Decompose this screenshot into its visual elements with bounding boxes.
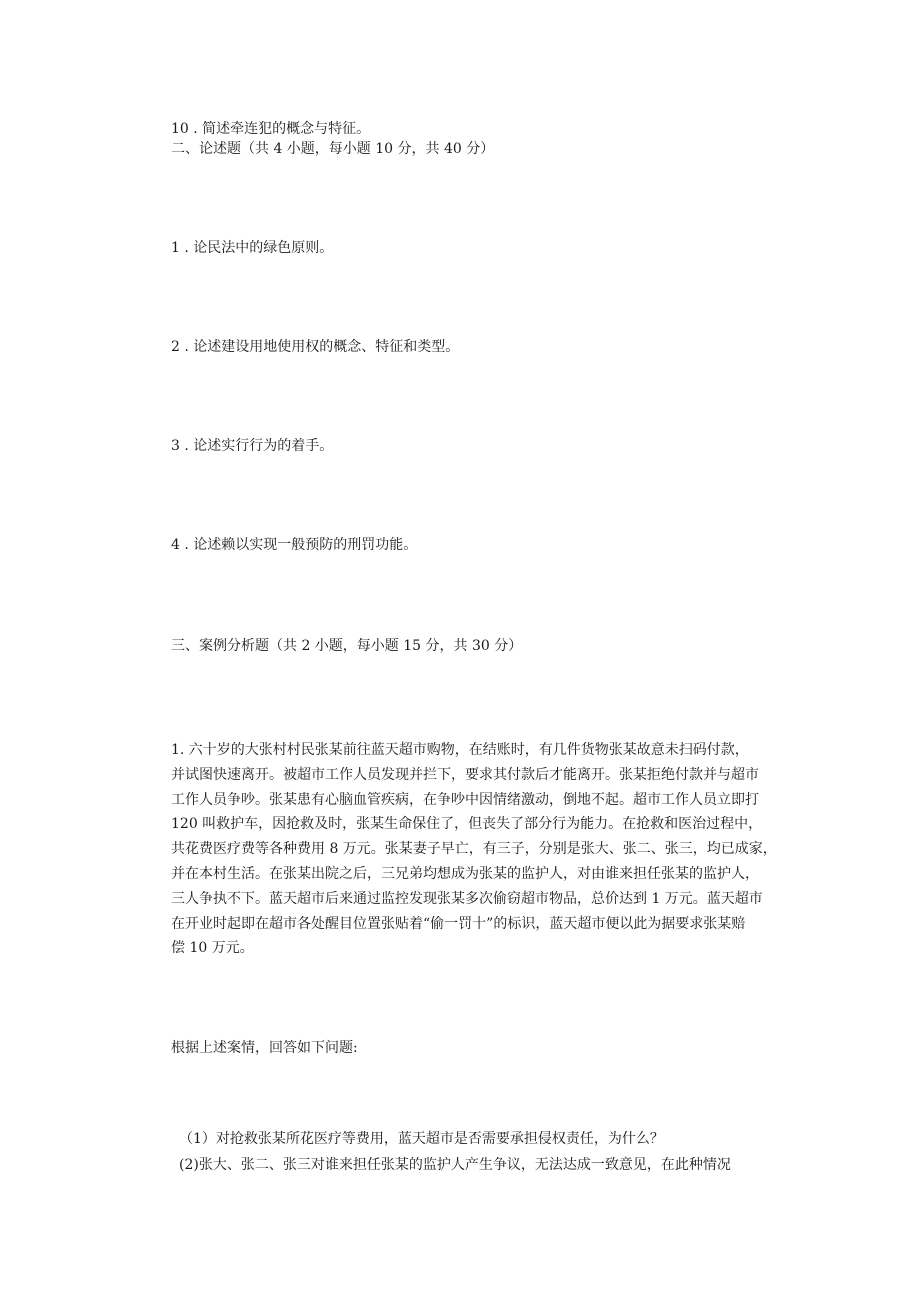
section-3-heading: 三、案例分析题（共 2 小题，每小题 15 分，共 30 分）	[171, 638, 523, 654]
case-1-line: 1. 六十岁的大张村村民张某前往蓝天超市购物，在结账时，有几件货物张某故意未扫码付款，	[171, 742, 749, 758]
case-1-line: 三人争执不下。蓝天超市后来通过监控发现张某多次偷窃超市物品，总价达到 1 万元。蓝天超市	[171, 890, 763, 907]
essay-question-2: 2 . 论述建设用地使用权的概念、特征和类型。	[171, 339, 460, 355]
essay-question-4: 4 . 论述赖以实现一般预防的刑罚功能。	[171, 537, 418, 553]
case-1-line: 并试图快速离开。被超市工作人员发现并拦下，要求其付款后才能离开。张某拒绝付款并与超市	[171, 766, 759, 783]
sub-question-2: (2)张大、张二、张三对谁来担任张某的监护人产生争议，无法达成一致意见，在此种情况	[179, 1157, 731, 1173]
case-1-line: 120 叫救护车，因抢救及时，张某生命保住了，但丧失了部分行为能力。在抢救和医治过程中，	[171, 816, 763, 833]
essay-question-1: 1 . 论民法中的绿色原则。	[171, 240, 334, 256]
case-1-line: 并在本村生活。在张某出院之后，三兄弟均想成为张某的监护人，对由谁来担任张某的监护人，	[171, 865, 759, 882]
case-1-line: 偿 10 万元。	[171, 940, 254, 957]
case-1-line: 工作人员争吵。张某患有心脑血管疾病，在争吵中因情绪激动，倒地不起。超市工作人员立即打	[171, 791, 759, 808]
case-1-line: 在开业时起即在超市各处醒目位置张贴着“偷一罚十”的标识，蓝天超市便以此为据要求张某赔	[171, 915, 746, 932]
section-2-heading: 二、论述题（共 4 小题，每小题 10 分，共 40 分）	[171, 141, 495, 157]
case-1-line: 共花费医疗费等各种费用 8 万元。张某妻子早亡，有三子，分别是张大、张二、张三，均已成家，	[171, 841, 777, 858]
sub-question-1: （1）对抢救张某所花医疗等费用，蓝天超市是否需要承担侵权责任，为什么？	[179, 1131, 664, 1147]
essay-question-3: 3 . 论述实行行为的着手。	[171, 438, 334, 454]
answer-prompt: 根据上述案情，回答如下问题:	[171, 1040, 358, 1056]
case-1-paragraph	[171, 738, 811, 961]
question-10: 10 . 简述牵连犯的概念与特征。	[171, 121, 371, 137]
